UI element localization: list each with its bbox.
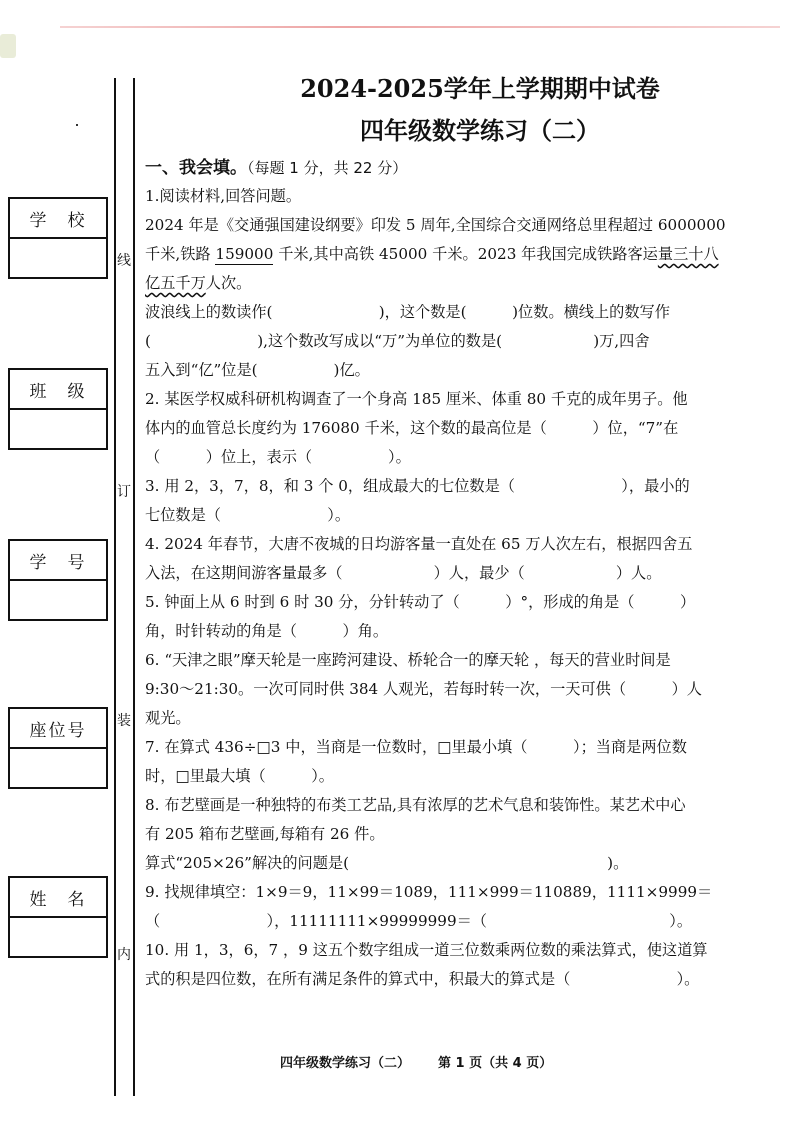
q8-line3: 算式“205×26”解决的问题是( )。 (145, 854, 629, 872)
q1-line2: 2024 年是《交通强国建设纲要》印发 5 周年,全国综合交通网络总里程超过 6000000 (145, 216, 726, 234)
q4-line2: 入法，在这期间游客量最多（ ）人，最少（ ）人。 (145, 564, 662, 582)
q2-line2: 体内的血管总长度约为 176080 千米，这个数的最高位是（ ）位，“7”在 (145, 419, 679, 437)
exam-subtitle: 四年级数学练习（二） (360, 117, 600, 145)
q9-line1: 9. 找规律填空：1×9＝9，11×99＝1089，111×999＝110889，1111×9999＝ (145, 883, 713, 901)
class-box (8, 368, 108, 450)
q6-line1: 6. “天津之眼”摩天轮是一座跨河建设、桥轮合一的摩天轮 ，每天的营业时间是 (145, 651, 671, 669)
seat-number-box (8, 707, 108, 789)
binding-line-left (114, 78, 116, 1096)
q10-line1: 10. 用 1，3，6，7 ，9 这五个数字组成一道三位数乘两位数的乘法算式，使这道算 (145, 941, 708, 959)
q8-line2: 有 205 箱布艺壁画,每箱有 26 件。 (145, 825, 385, 843)
exam-title: 2024-2025学年上学期期中试卷 (300, 74, 660, 103)
q3-line2: 七位数是（ ）。 (145, 506, 351, 524)
page-footer (280, 1052, 580, 1071)
q10-line2: 式的积是四位数，在所有满足条件的算式中，积最大的算式是（ ）。 (145, 970, 700, 988)
q5-line2: 角，时针转动的角是（ ）角。 (145, 622, 388, 640)
q1-line3 (145, 240, 785, 269)
section-title: 一、我会填。 (145, 158, 247, 178)
q1-wavy-number-cont: 亿五千万 (145, 274, 206, 292)
q6-line3: 观光。 (145, 709, 191, 727)
q1-underlined-number: 159000 (215, 245, 274, 263)
q1-line1: 1.阅读材料,回答问题。 (145, 187, 302, 205)
school-box (8, 197, 108, 279)
exam-content (145, 70, 785, 994)
student-id-box (8, 539, 108, 621)
q1-line6: ( ),这个数改写成以“万”为单位的数是( )万,四舍 (145, 332, 650, 350)
q1-text: 千米,铁路 (145, 245, 216, 263)
class-label: 班 级 (10, 370, 106, 410)
q2-line3: （ ）位上，表示（ ）。 (145, 448, 411, 466)
q1-line7: 五入到“亿”位是( )亿。 (145, 361, 370, 379)
q8-line1: 8. 布艺壁画是一种独特的布类工艺品,具有浓厚的艺术气息和装饰性。某艺术中心 (145, 796, 686, 814)
q6-line2: 9:30～21:30。一次可同时供 384 人观光，若每时转一次，一天可供（ ）人 (145, 680, 702, 698)
q9-line2: （ ），11111111×99999999＝（ ）。 (145, 912, 693, 930)
q1-text: 人次。 (205, 274, 252, 292)
name-label: 姓 名 (10, 878, 106, 918)
q1-line4 (145, 269, 785, 298)
q4-line1: 4. 2024 年春节，大唐不夜城的日均游客量一直处在 65 万人次左右，根据四舍五 (145, 535, 693, 553)
binding-mark-zhuang: 装 (117, 713, 131, 729)
binding-mark-nei: 内 (117, 947, 131, 963)
scan-dot (76, 124, 78, 126)
q1-line5: 波浪线上的数读作( )，这个数是( )位数。横线上的数写作 (145, 303, 670, 321)
q1-wavy-number: 量三十八 (657, 245, 719, 263)
footer-subject: 四年级数学练习（二） (280, 1056, 411, 1071)
name-box (8, 876, 108, 958)
q1-text: 千米,其中高铁 45000 千米。2023 年我国完成铁路客运 (273, 245, 658, 263)
q7-line1: 7. 在算式 436÷□3 中，当商是一位数时，□里最小填（ ）；当商是两位数 (145, 738, 687, 756)
seat-number-label: 座位号 (10, 709, 106, 749)
q2-line1: 2. 某医学权威科研机构调查了一个身高 185 厘米、体重 80 千克的成年男子。他 (145, 390, 688, 408)
footer-page-number: 第 1 页（共 4 页） (438, 1056, 553, 1071)
binding-mark-line: 线 (117, 253, 131, 269)
school-label: 学 校 (10, 199, 106, 239)
student-id-label: 学 号 (10, 541, 106, 581)
binding-line-right (133, 78, 135, 1096)
scan-artifact (0, 34, 16, 58)
q3-line1: 3. 用 2，3，7，8，和 3 个 0，组成最大的七位数是（ ），最小的 (145, 477, 690, 495)
scan-edge-line (60, 26, 780, 28)
q5-line1: 5. 钟面上从 6 时到 6 时 30 分，分针转动了（ ）°，形成的角是（ ） (145, 593, 696, 611)
q7-line2: 时，□里最大填（ ）。 (145, 767, 334, 785)
section-heading (145, 154, 785, 182)
binding-mark-ding: 订 (117, 484, 131, 500)
section-score-note: （每题 1 分，共 22 分） (247, 159, 408, 177)
